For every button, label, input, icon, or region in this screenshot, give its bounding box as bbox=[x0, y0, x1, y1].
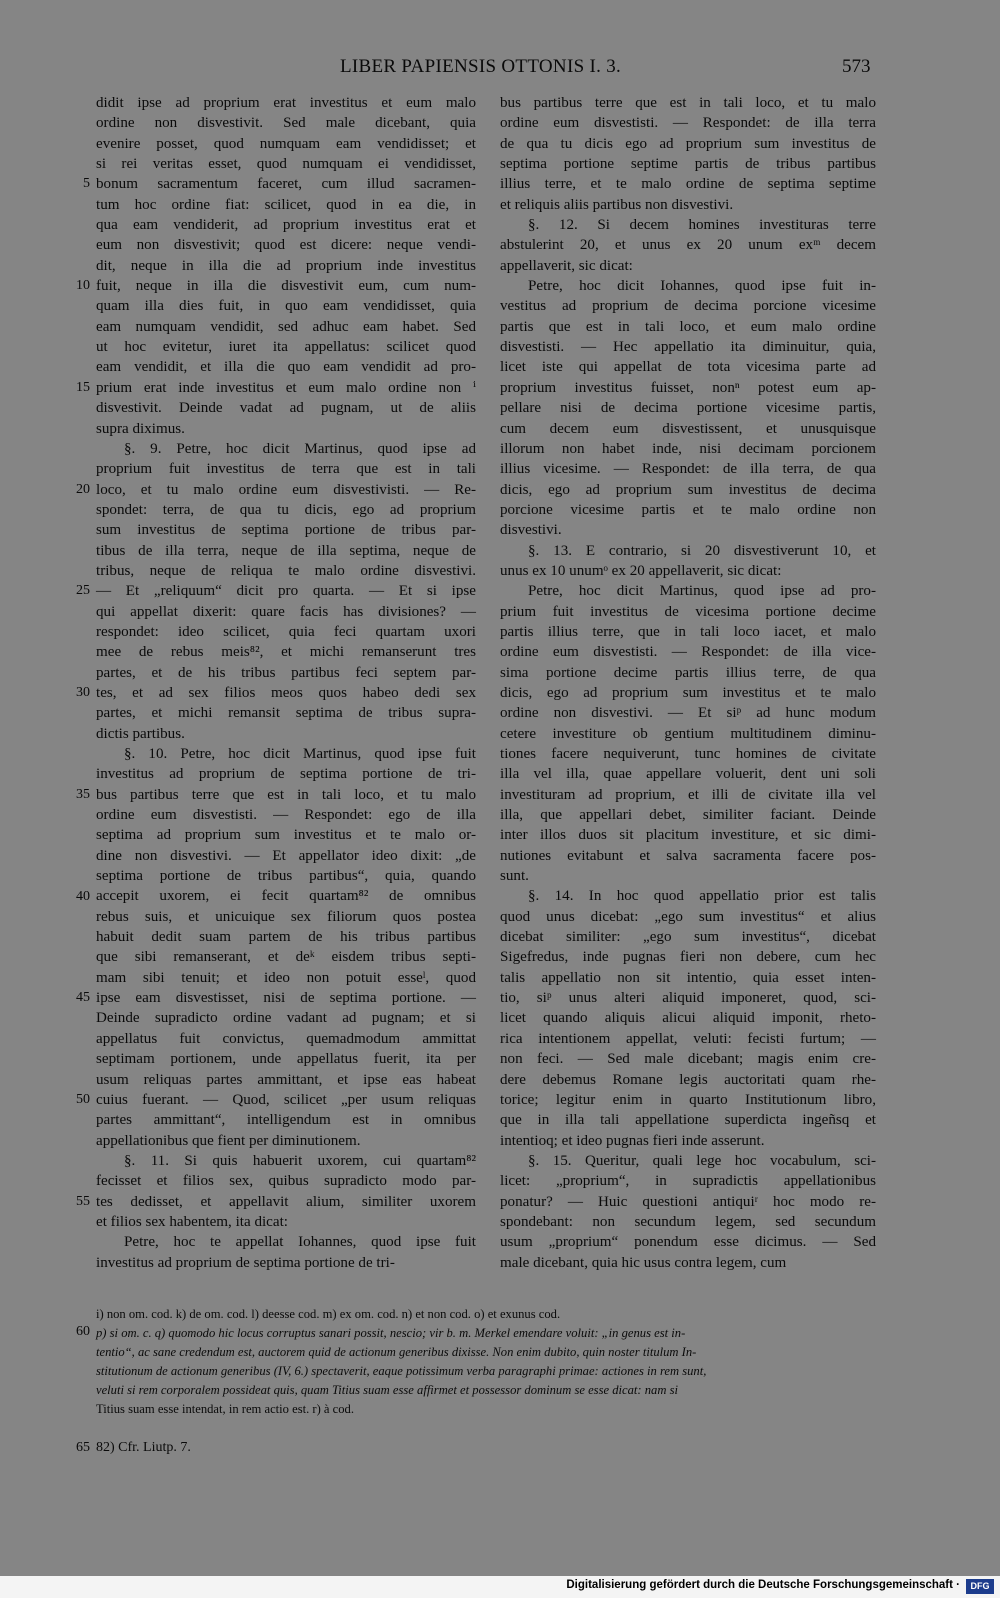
text-line: disvestisti. — Hec appellatio ita diminuitur, quia, bbox=[500, 339, 876, 356]
text-line: qui appellat dixerit: quare facis has divisiones? — bbox=[96, 603, 476, 620]
text-line: proprium investitus fuisset, nonⁿ potest eum ap- bbox=[500, 379, 876, 396]
footnote-line: tentio“, ac sane credendum est, auctorem quid de actionum generibus dixisse. Non enim dubito, quin noster titulum In- bbox=[96, 1345, 697, 1359]
text-line: didit ipse ad proprium erat investitus et eum malo bbox=[96, 95, 476, 111]
text-line: disvestivit. Deinde vadat ad pugnam, ut de aliis bbox=[96, 400, 476, 417]
text-line: dine non disvestivi. — Et appellator ideo dixit: „de bbox=[96, 847, 476, 864]
text-line: accepit uxorem, ei fecit quartam⁸² de omnibus bbox=[96, 888, 476, 905]
line-number: 10 bbox=[76, 278, 90, 294]
text-line: tes dedisset, et appellavit alium, similiter uxorem bbox=[96, 1193, 476, 1210]
text-line: fuit, neque in illa die disvestivit eum, cum num- bbox=[96, 278, 476, 295]
running-title: LIBER PAPIENSIS OTTONIS I. 3. bbox=[340, 56, 622, 77]
text-line: prium erat inde investitus et eum malo ordine non ⁱ bbox=[96, 379, 476, 396]
text-line: bus partibus terre que est in tali loco, et tu malo bbox=[96, 786, 476, 803]
text-line: bonum sacramentum faceret, cum illud sacramen- bbox=[96, 176, 476, 193]
text-line: Petre, hoc te appellat Iohannes, quod ipse fuit bbox=[124, 1234, 476, 1251]
line-number: 25 bbox=[76, 583, 90, 599]
text-line: ordine non disvestivi. — Et siᵖ ad hunc modum bbox=[500, 705, 876, 722]
footnote-line: i) non om. cod. k) de om. cod. l) deesse cod. m) ex om. cod. n) et non cod. o) et exunus cod. bbox=[96, 1307, 561, 1321]
text-line: tribus, neque de reliqua te malo ordine disvestivi. bbox=[96, 562, 476, 579]
text-line: septima portione de tribus partibus“, quia, quando bbox=[96, 868, 476, 885]
text-line: §. 9. Petre, hoc dicit Martinus, quod ipse ad bbox=[124, 440, 476, 457]
line-number: 50 bbox=[76, 1092, 90, 1108]
text-line: tes, et ad sex filios meos quos habeo dedi sex bbox=[96, 684, 476, 701]
text-line: eam numquam vendidit, sed adhuc eam habet. Sed bbox=[96, 318, 476, 335]
text-line: et reliquis aliis partibus non disvestivi. bbox=[500, 196, 734, 213]
footnote-line: veluti si rem corporalem possideat quis, quam Titius suam esse affirmet et possessor dominum se esse dicat: nam si bbox=[96, 1383, 678, 1397]
text-line: talis appellatio non sit intentio, quia esset inten- bbox=[500, 969, 876, 986]
line-number: 55 bbox=[76, 1193, 90, 1209]
text-line: rica intentionem appellat, veluti: fecisti furtum; — bbox=[500, 1030, 876, 1047]
text-line: vestitus ad proprium de decima porcione vicesime bbox=[500, 298, 876, 315]
text-line: dicis, ego ad proprium sum investitus et te malo bbox=[500, 684, 876, 701]
footnote-line: p) si om. c. q) quomodo hic locus corruptus sanari possit, nescio; vir b. m. Merkel emendare voluit: „in genus est in- bbox=[96, 1326, 686, 1340]
text-line: investituram ad proprium, et illi de civitate illa vel bbox=[500, 786, 876, 803]
text-line: dicis, ego ad proprium sum investitus de decima bbox=[500, 481, 876, 498]
text-line: illius terre, et te malo ordine de septima septime bbox=[500, 176, 876, 193]
text-line: partis que est in tali loco, et eum malo ordine bbox=[500, 318, 876, 335]
text-line: usum reliquas partes ammittant, et ipse eas habeat bbox=[96, 1071, 476, 1088]
text-line: licet iste qui appellat de tota vicesima parte ad bbox=[500, 359, 876, 376]
text-line: male dicebant, quia hic usus contra legem, cum bbox=[500, 1254, 787, 1271]
text-line: sima portione decime partis illius terre, de qua bbox=[500, 664, 876, 681]
text-line: partes, et michi remansit septima de tribus supra- bbox=[96, 705, 476, 722]
text-line: ipse eam disvestisset, nisi de septima portione. — bbox=[96, 990, 476, 1007]
dfg-logo[interactable]: DFG bbox=[966, 1579, 994, 1594]
text-line: §. 10. Petre, hoc dicit Martinus, quod ipse fuit bbox=[124, 746, 476, 762]
text-line: ponatur? — Huic questioni antiquiʳ hoc modo re- bbox=[500, 1193, 876, 1210]
bottom-note: 82) Cfr. Liutp. 7. bbox=[96, 1440, 191, 1455]
text-line: ordine non disvestivit. Sed male dicebant, quia bbox=[96, 115, 476, 132]
text-line: respondet: ideo scilicet, quia feci quartam uxori bbox=[96, 623, 476, 640]
right-column bbox=[500, 93, 876, 1273]
text-line: disvestivi. bbox=[500, 522, 562, 539]
text-line: intentioq; et ideo pugnas fieri inde asserunt. bbox=[500, 1132, 765, 1149]
text-line: spondebant: non secundum legem, sed secundum bbox=[500, 1213, 876, 1230]
text-line: cum decem eum disvestissent, et unusquisque bbox=[500, 420, 876, 437]
text-line: appellaverit, sic dicat: bbox=[500, 257, 633, 274]
line-number: 5 bbox=[83, 176, 90, 192]
text-line: et filios sex habentem, ita dicat: bbox=[96, 1213, 288, 1230]
text-line: tiones facere nequiverunt, tunc homines de civitate bbox=[500, 746, 876, 762]
line-number: 30 bbox=[76, 685, 90, 701]
text-line: septima portione septime partis de tribus partibus bbox=[500, 156, 876, 173]
text-line: investitus ad proprium de septima portione de tri- bbox=[96, 766, 476, 783]
text-line: loco, et tu malo ordine eum disvestivisti. — Re- bbox=[96, 481, 476, 498]
text-line: Petre, hoc dicit Iohannes, quod ipse fuit in- bbox=[528, 278, 876, 295]
text-line: eam vendidit, et illa die quo eam vendidit ad pro- bbox=[96, 359, 476, 376]
text-line: tibus de illa terra, neque de illa septima, neque de bbox=[96, 542, 476, 559]
text-line: torice; legitur enim in quarto Institutionum libro, bbox=[500, 1091, 876, 1108]
text-line: unus ex 10 unumᵒ ex 20 appellaverit, sic dicat: bbox=[500, 562, 782, 579]
text-line: illa vel illa, quae appellare voluerit, dent uni soli bbox=[500, 766, 876, 783]
footnote-line: stitutionum de actionum generibus (IV, 6.) spectaverit, eaque potissimum verba paragraphi primae: actiones in rem sunt, bbox=[96, 1364, 707, 1378]
text-line: que in illa tali appellatione superdicta ingeñsq et bbox=[500, 1112, 876, 1129]
text-line: partes, et de his tribus partibus feci septem par- bbox=[96, 664, 476, 681]
text-line: quam illa dies fuit, in quo eam vendidisset, quia bbox=[96, 298, 476, 315]
left-column bbox=[96, 93, 476, 1273]
text-line: — Et „reliquum“ dicit pro quarta. — Et si ipse bbox=[96, 583, 476, 600]
line-number: 40 bbox=[76, 888, 90, 904]
text-line: que sibi remanserant, et deᵏ eisdem tribus septi- bbox=[96, 949, 476, 966]
text-line: evenire posset, quod numquam eam vendidisset; et bbox=[96, 135, 476, 152]
text-line: qua eam vendiderit, ad proprium investitus erat et bbox=[96, 217, 476, 234]
text-line: inter illos duos sit placitum investiture, et sic dimi- bbox=[500, 827, 876, 844]
text-line: licet: „proprium“, in supradictis appellationibus bbox=[500, 1173, 876, 1190]
text-line: prium fuit investitus de vicesima portione decime bbox=[500, 603, 876, 620]
text-line: illa, que appellari debet, similiter faciant. Deinde bbox=[500, 807, 876, 824]
text-line: licet quando aliquis alicui aliquid imponit, rheto- bbox=[500, 1010, 876, 1027]
footnote-line: Titius suam esse intendat, in rem actio est. r) à cod. bbox=[96, 1402, 355, 1416]
text-line: Petre, hoc dicit Martinus, quod ipse ad pro- bbox=[528, 583, 876, 600]
text-line: Sigefredus, inde pugnas fieri non debere, cum hec bbox=[500, 949, 876, 966]
text-line: spondet: terra, de qua tu dicis, ego ad proprium bbox=[96, 501, 476, 518]
text-line: appellatus fuit convictus, quemadmodum ammittat bbox=[96, 1030, 476, 1047]
text-line: quod unus dicebat: „ego sum investitus“ et alius bbox=[500, 908, 876, 925]
text-line: usum „proprium“ ponendum esse dicimus. — Sed bbox=[500, 1234, 876, 1251]
footnote-line-number: 60 bbox=[76, 1324, 90, 1339]
text-line: porcione vicesime partis et te malo ordine non bbox=[500, 501, 876, 518]
text-line: illorum non habet inde, nisi decimam porcionem bbox=[500, 440, 876, 457]
text-line: §. 15. Queritur, quali lege hoc vocabulum, sci- bbox=[528, 1152, 876, 1169]
text-line: §. 11. Si quis habuerit uxorem, cui quartam⁸² bbox=[124, 1152, 476, 1169]
text-line: dictis partibus. bbox=[96, 725, 185, 742]
text-line: septima ad proprium sum investitus et te malo or- bbox=[96, 827, 476, 844]
text-line: abstulerint 20, et unus ex 20 unum exᵐ decem bbox=[500, 237, 876, 254]
line-number: 45 bbox=[76, 990, 90, 1006]
footer-bar bbox=[0, 1576, 1000, 1598]
text-line: fecisset et filios sex, quibus supradicto modo par- bbox=[96, 1173, 476, 1190]
text-line: ut hoc evitetur, iuret ita appellatus: scilicet quod bbox=[96, 339, 476, 356]
text-line: rebus suis, et unicuique sex filiorum quos postea bbox=[96, 908, 476, 925]
line-number: 20 bbox=[76, 481, 90, 497]
text-line: partis illius terre, que in tali loco iacet, et malo bbox=[500, 623, 876, 640]
text-line: cuius fuerant. — Quod, scilicet „per usum reliquas bbox=[96, 1091, 476, 1108]
footer-credit[interactable]: Digitalisierung gefördert durch die Deutsche Forschungsgemeinschaft · bbox=[566, 1579, 960, 1591]
text-line: dit, neque in illa die ad proprium inde investitus bbox=[96, 257, 476, 274]
text-line: pellare nisi de decima portione vicesime partis, bbox=[500, 400, 876, 417]
text-line: proprium fuit investitus de terra que est in tali bbox=[96, 461, 476, 478]
text-line: si rei veritas esset, quod numquam ei vendidisset, bbox=[96, 156, 476, 173]
text-line: Deinde supradicto ordine vadant ad pugnam; et si bbox=[96, 1010, 476, 1027]
text-line: dere debemus Romane legis auctoritati quam rhe- bbox=[500, 1071, 876, 1088]
line-number: 35 bbox=[76, 786, 90, 802]
line-number: 15 bbox=[76, 379, 90, 395]
text-line: mam sibi tenuit; et ideo non potuit esseˡ, quod bbox=[96, 969, 476, 986]
text-line: investitus ad proprium de septima portione de tri- bbox=[96, 1254, 395, 1271]
text-line: habuit dedit suam partem de his tribus partibus bbox=[96, 929, 476, 946]
text-line: sunt. bbox=[500, 868, 529, 885]
text-line: dicebat similiter: „ego sum investitus“, dicebat bbox=[500, 929, 876, 946]
text-line: sum investitus de septima portione de tribus par- bbox=[96, 522, 476, 539]
text-line: supra diximus. bbox=[96, 420, 185, 437]
bottom-line-number: 65 bbox=[76, 1440, 90, 1455]
text-line: illius vicesime. — Respondet: de illa terra, de qua bbox=[500, 461, 876, 478]
text-line: §. 13. E contrario, si 20 disvestiverunt 10, et bbox=[528, 542, 876, 559]
text-line: non feci. — Sed male dicebant; magis enim cre- bbox=[500, 1051, 876, 1068]
text-line: bus partibus terre que est in tali loco, et tu malo bbox=[500, 95, 876, 111]
text-line: ordine eum disvestisti. — Respondet: de illa terra bbox=[500, 115, 876, 132]
text-line: septimam portionem, unde appellatus fuerit, ita per bbox=[96, 1051, 476, 1068]
text-line: nutiones evitabunt et salva sacramenta facere pos- bbox=[500, 847, 876, 864]
text-line: mee de rebus meis⁸², et michi remanserunt tres bbox=[96, 644, 476, 661]
footnotes bbox=[96, 1305, 878, 1419]
text-line: partes ammittant“, intelligendum est in omnibus bbox=[96, 1112, 476, 1129]
text-line: ordine eum disvestisti. — Respondet: ego de illa bbox=[96, 807, 476, 824]
text-line: de qua tu dicis ego ad proprium sum investitus de bbox=[500, 135, 876, 152]
text-line: tum hoc ordine fiat: scilicet, quod in ea die, in bbox=[96, 196, 476, 213]
page-number: 573 bbox=[842, 56, 871, 77]
text-line: tio, siᵖ unus alteri aliquid imponeret, quod, sci- bbox=[500, 990, 876, 1007]
text-line: cetere investiture ob gentium multitudinem diminu- bbox=[500, 725, 876, 742]
text-line: eum non disvestivit; quod est dicere: neque vendi- bbox=[96, 237, 476, 254]
text-line: §. 12. Si decem homines investituras terre bbox=[528, 217, 876, 234]
text-line: ordine eum disvestisti. — Respondet: de illa vice- bbox=[500, 644, 876, 661]
text-line: appellationibus que fient per diminutionem. bbox=[96, 1132, 361, 1149]
text-line: §. 14. In hoc quod appellatio prior est talis bbox=[528, 888, 876, 905]
